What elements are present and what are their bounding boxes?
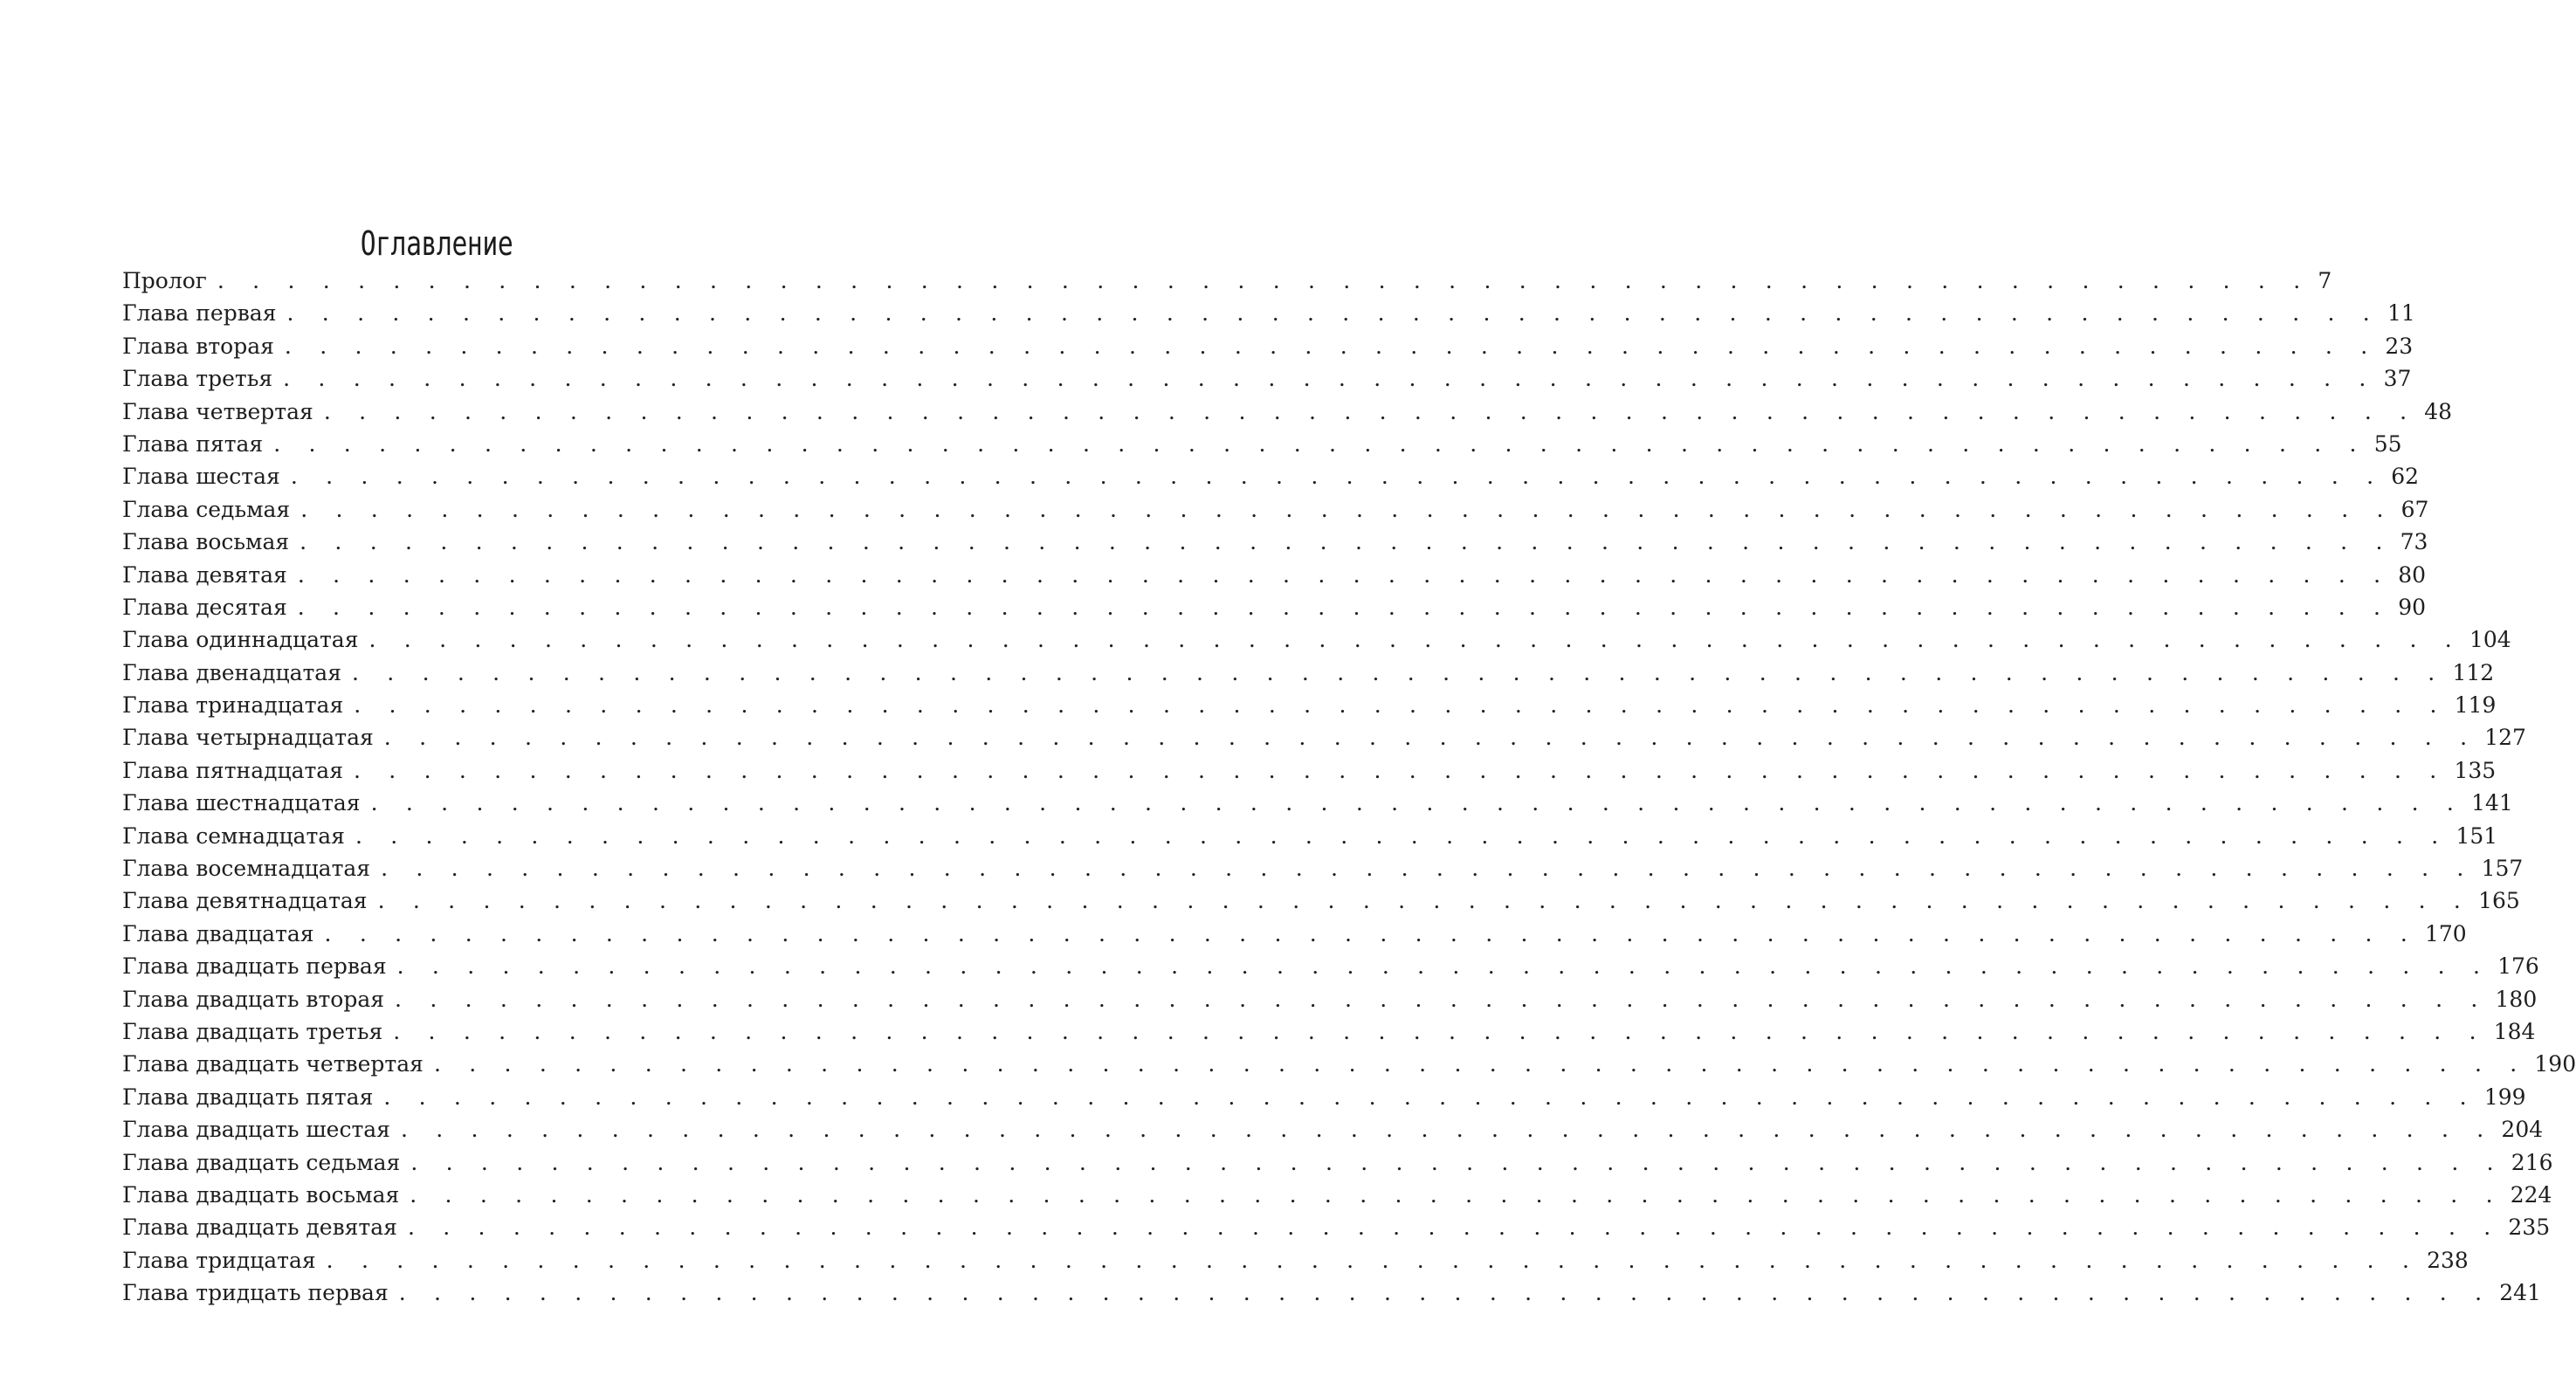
dot-leader: . . . . . . . . . . . . . . . . . . . . . . . . . . . . . . . . . . . . . . . . . . . . . . . . . . . . . . . . . . . . <box>370 790 2465 816</box>
dot-leader: . . . . . . . . . . . . . . . . . . . . . . . . . . . . . . . . . . . . . . . . . . . . . . . . . . . . . . . . . . . . <box>353 757 2448 783</box>
toc-entry-page-number: 199 <box>2483 1084 2526 1110</box>
toc-entry-page-number: 90 <box>2398 594 2427 620</box>
toc-entry-title: Глава первая <box>122 300 277 327</box>
toc-entry-title: Глава восемнадцатая <box>122 856 371 882</box>
toc-entry-title: Глава одиннадцатая <box>122 627 359 653</box>
dot-leader: . . . . . . . . . . . . . . . . . . . . . . . . . . . . . . . . . . . . . . . . . . . . . . . . . . . . . . . . . . . . <box>410 1181 2504 1208</box>
toc-entry-title: Глава шестнадцатая <box>122 790 361 816</box>
toc-entry <box>122 657 2495 689</box>
toc-entry-title: Глава двадцать девятая <box>122 1215 397 1241</box>
toc-entry <box>122 787 2513 819</box>
toc-entry <box>122 559 2427 591</box>
toc-entry-page-number: 73 <box>2400 529 2428 555</box>
toc-entry-page-number: 11 <box>2387 300 2415 327</box>
toc-entry-page-number: 127 <box>2484 725 2526 751</box>
toc-entry-page-number: 224 <box>2510 1181 2552 1208</box>
toc-entry-page-number: 80 <box>2398 561 2427 588</box>
toc-entry <box>122 330 2414 362</box>
toc-entry-title: Глава седьмая <box>122 496 291 522</box>
toc-entry <box>122 1277 2541 1309</box>
toc-entry-title: Глава двадцать третья <box>122 1018 383 1044</box>
toc-entry-title: Глава двадцать седьмая <box>122 1149 401 1175</box>
toc-entry <box>122 1211 2551 1243</box>
dot-leader: . . . . . . . . . . . . . . . . . . . . . . . . . . . . . . . . . . . . . . . . . . . . . . . . . . . . . . . . . . . . <box>297 594 2392 620</box>
toc-entry-page-number: 151 <box>2455 822 2498 849</box>
toc-entry-title: Глава десятая <box>122 594 287 620</box>
toc-entry-page-number: 48 <box>2424 398 2453 424</box>
toc-entry-title: Глава девятая <box>122 561 287 588</box>
toc-entry <box>122 1113 2544 1146</box>
toc-entry-title: Глава четвертая <box>122 398 313 424</box>
toc-entry <box>122 428 2402 460</box>
toc-entry-page-number: 241 <box>2499 1280 2541 1306</box>
toc-entry-page-number: 204 <box>2501 1117 2544 1143</box>
dot-leader: . . . . . . . . . . . . . . . . . . . . . . . . . . . . . . . . . . . . . . . . . . . . . . . . . . . . . . . . . . . . <box>381 856 2475 882</box>
toc-entry <box>122 689 2497 721</box>
toc-entry <box>122 1015 2536 1048</box>
toc-entry <box>122 297 2415 329</box>
toc-entry <box>122 884 2520 917</box>
toc-entry <box>122 820 2498 852</box>
dot-leader: . . . . . . . . . . . . . . . . . . . . . . . . . . . . . . . . . . . . . . . . . . . . . . . . . . . . . . . . . . . . <box>377 888 2472 914</box>
toc-entry <box>122 721 2526 754</box>
toc-entry <box>122 493 2429 526</box>
dot-leader: . . . . . . . . . . . . . . . . . . . . . . . . . . . . . . . . . . . . . . . . . . . . . . . . . . . . . . . . . . . . <box>393 1018 2487 1044</box>
toc-entry-title: Глава вторая <box>122 333 274 359</box>
dot-leader: . . . . . . . . . . . . . . . . . . . . . . . . . . . . . . . . . . . . . . . . . . . . . . . . . . . . . . . . . . . . <box>354 692 2448 719</box>
toc-entry-title: Глава двадцатая <box>122 920 314 946</box>
toc-entry-title: Глава двадцать вторая <box>122 986 385 1012</box>
dot-leader: . . . . . . . . . . . . . . . . . . . . . . . . . . . . . . . . . . . . . . . . . . . . . . . . . . . . . . . . . . . . <box>323 398 2418 424</box>
toc-entry <box>122 1244 2469 1277</box>
dot-leader: . . . . . . . . . . . . . . . . . . . . . . . . . . . . . . . . . . . . . . . . . . . . . . . . . . . . . . . . . . . . <box>290 464 2385 490</box>
toc-entry-title: Глава двадцать восьмая <box>122 1181 400 1208</box>
toc-entry-page-number: 104 <box>2469 627 2511 653</box>
dot-leader: . . . . . . . . . . . . . . . . . . . . . . . . . . . . . . . . . . . . . . . . . . . . . . . . . . . . . . . . . . . . <box>383 725 2478 751</box>
toc-entry-page-number: 135 <box>2454 757 2497 783</box>
dot-leader: . . . . . . . . . . . . . . . . . . . . . . . . . . . . . . . . . . . . . . . . . . . . . . . . . . . . . . . . . . . . <box>324 920 2418 946</box>
toc-entry-page-number: 165 <box>2478 888 2520 914</box>
dot-leader: . . . . . . . . . . . . . . . . . . . . . . . . . . . . . . . . . . . . . . . . . . . . . . . . . . . . . . . . . . . . <box>217 268 2311 293</box>
dot-leader: . . . . . . . . . . . . . . . . . . . . . . . . . . . . . . . . . . . . . . . . . . . . . . . . . . . . . . . . . . . . <box>300 496 2394 522</box>
toc-entry-page-number: 216 <box>2511 1149 2553 1175</box>
toc-heading: Оглавление <box>360 224 513 264</box>
toc-entry-page-number: 190 <box>2534 1051 2576 1077</box>
dot-leader: . . . . . . . . . . . . . . . . . . . . . . . . . . . . . . . . . . . . . . . . . . . . . . . . . . . . . . . . . . . . <box>383 1084 2477 1110</box>
toc-entry-page-number: 184 <box>2493 1018 2536 1044</box>
dot-leader: . . . . . . . . . . . . . . . . . . . . . . . . . . . . . . . . . . . . . . . . . . . . . . . . . . . . . . . . . . . . <box>433 1051 2528 1077</box>
toc-entry <box>122 396 2453 428</box>
toc-entry <box>122 950 2539 982</box>
toc-entry <box>122 623 2511 656</box>
toc-entry <box>122 591 2427 623</box>
toc-list <box>122 265 2576 1310</box>
dot-leader: . . . . . . . . . . . . . . . . . . . . . . . . . . . . . . . . . . . . . . . . . . . . . . . . . . . . . . . . . . . . <box>326 1247 2421 1273</box>
toc-entry-page-number: 55 <box>2373 430 2402 457</box>
toc-entry <box>122 852 2524 884</box>
toc-entry-title: Глава двадцать первая <box>122 953 387 980</box>
toc-entry-title: Глава двенадцатая <box>122 659 341 685</box>
dot-leader: . . . . . . . . . . . . . . . . . . . . . . . . . . . . . . . . . . . . . . . . . . . . . . . . . . . . . . . . . . . . <box>407 1215 2502 1241</box>
dot-leader: . . . . . . . . . . . . . . . . . . . . . . . . . . . . . . . . . . . . . . . . . . . . . . . . . . . . . . . . . . . . <box>351 659 2446 685</box>
toc-entry-page-number: 235 <box>2508 1215 2551 1241</box>
dot-leader: . . . . . . . . . . . . . . . . . . . . . . . . . . . . . . . . . . . . . . . . . . . . . . . . . . . . . . . . . . . . <box>273 430 2367 457</box>
toc-entry-title: Глава тридцать первая <box>122 1280 389 1306</box>
toc-entry-title: Глава семнадцатая <box>122 822 345 849</box>
toc-entry-title: Глава девятнадцатая <box>122 888 368 914</box>
dot-leader: . . . . . . . . . . . . . . . . . . . . . . . . . . . . . . . . . . . . . . . . . . . . . . . . . . . . . . . . . . . . <box>283 366 2377 392</box>
toc-entry-page-number: 62 <box>2391 464 2420 490</box>
toc-entry <box>122 265 2332 297</box>
toc-entry-title: Глава пятнадцатая <box>122 757 343 783</box>
dot-leader: . . . . . . . . . . . . . . . . . . . . . . . . . . . . . . . . . . . . . . . . . . . . . . . . . . . . . . . . . . . . <box>368 627 2462 653</box>
dot-leader: . . . . . . . . . . . . . . . . . . . . . . . . . . . . . . . . . . . . . . . . . . . . . . . . . . . . . . . . . . . . <box>395 986 2489 1012</box>
toc-entry <box>122 1048 2576 1080</box>
dot-leader: . . . . . . . . . . . . . . . . . . . . . . . . . . . . . . . . . . . . . . . . . . . . . . . . . . . . . . . . . . . . <box>396 953 2491 980</box>
toc-entry-page-number: 238 <box>2427 1247 2469 1273</box>
toc-entry-page-number: 67 <box>2400 496 2429 522</box>
dot-leader: . . . . . . . . . . . . . . . . . . . . . . . . . . . . . . . . . . . . . . . . . . . . . . . . . . . . . . . . . . . . <box>300 529 2393 555</box>
toc-entry <box>122 460 2420 492</box>
toc-entry-page-number: 37 <box>2383 366 2412 392</box>
toc-entry-title: Глава шестая <box>122 464 280 490</box>
toc-entry <box>122 1146 2553 1179</box>
toc-entry-title: Глава тринадцатая <box>122 692 344 719</box>
toc-entry-page-number: 176 <box>2497 953 2539 980</box>
dot-leader: . . . . . . . . . . . . . . . . . . . . . . . . . . . . . . . . . . . . . . . . . . . . . . . . . . . . . . . . . . . . <box>284 333 2379 359</box>
toc-entry-title: Глава третья <box>122 366 273 392</box>
toc-entry <box>122 362 2412 395</box>
toc-entry <box>122 1179 2552 1211</box>
toc-entry-title: Глава двадцать пятая <box>122 1084 374 1110</box>
toc-entry-title: Глава тридцатая <box>122 1247 316 1273</box>
toc-entry-title: Глава двадцать четвертая <box>122 1051 424 1077</box>
toc-entry-page-number: 112 <box>2452 659 2495 685</box>
toc-entry-page-number: 119 <box>2454 692 2497 719</box>
dot-leader: . . . . . . . . . . . . . . . . . . . . . . . . . . . . . . . . . . . . . . . . . . . . . . . . . . . . . . . . . . . . <box>400 1117 2495 1143</box>
toc-entry-title: Пролог <box>122 268 207 293</box>
toc-entry-page-number: 170 <box>2425 920 2467 946</box>
toc-entry-page-number: 180 <box>2495 986 2538 1012</box>
toc-entry-page-number: 157 <box>2481 856 2524 882</box>
toc-entry-page-number: 141 <box>2471 790 2513 816</box>
dot-leader: . . . . . . . . . . . . . . . . . . . . . . . . . . . . . . . . . . . . . . . . . . . . . . . . . . . . . . . . . . . . <box>297 561 2392 588</box>
dot-leader: . . . . . . . . . . . . . . . . . . . . . . . . . . . . . . . . . . . . . . . . . . . . . . . . . . . . . . . . . . . . <box>355 822 2449 849</box>
toc-entry-title: Глава двадцать шестая <box>122 1117 390 1143</box>
toc-entry <box>122 754 2497 787</box>
toc-entry <box>122 983 2538 1015</box>
toc-entry-page-number: 7 <box>2318 268 2332 293</box>
toc-entry <box>122 1081 2526 1113</box>
toc-entry-title: Глава пятая <box>122 430 264 457</box>
toc-entry-page-number: 23 <box>2385 333 2414 359</box>
dot-leader: . . . . . . . . . . . . . . . . . . . . . . . . . . . . . . . . . . . . . . . . . . . . . . . . . . . . . . . . . . . . <box>286 300 2380 327</box>
toc-entry <box>122 918 2467 950</box>
toc-entry <box>122 526 2428 558</box>
dot-leader: . . . . . . . . . . . . . . . . . . . . . . . . . . . . . . . . . . . . . . . . . . . . . . . . . . . . . . . . . . . . <box>398 1280 2493 1306</box>
toc-entry-title: Глава восьмая <box>122 529 290 555</box>
dot-leader: . . . . . . . . . . . . . . . . . . . . . . . . . . . . . . . . . . . . . . . . . . . . . . . . . . . . . . . . . . . . <box>410 1149 2504 1175</box>
toc-entry-title: Глава четырнадцатая <box>122 725 374 751</box>
